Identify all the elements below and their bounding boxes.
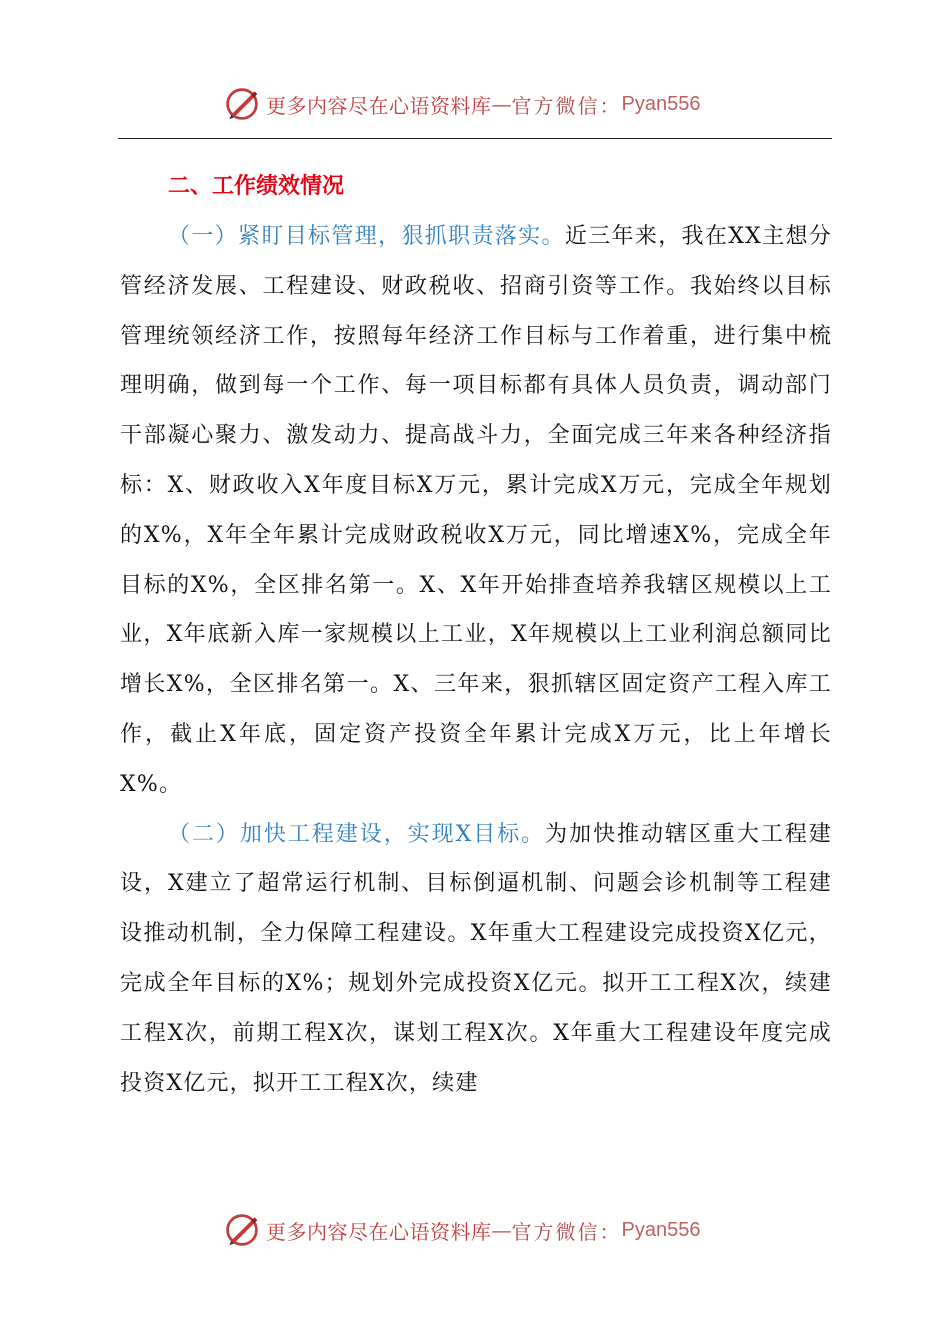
paragraph-subheading: （一）紧盯目标管理，狠抓职责落实。	[168, 224, 565, 249]
banner-site-text: 更多内容尽在心语资料库	[266, 1219, 492, 1244]
banner-site-text: 更多内容尽在心语资料库	[266, 93, 492, 118]
header-rule	[118, 138, 832, 139]
banner-separator: —	[491, 92, 512, 116]
banner-wechat-id: Pyan556	[621, 1218, 701, 1241]
paragraph	[120, 212, 832, 810]
footer-banner	[224, 1210, 700, 1250]
paragraph-body: 近三年来，我在XX主想分管经济发展、工程建设、财政税收、招商引资等工作。我始终以目标管理统领经济工作，按照每年经济工作目标与工作着重，进行集中梳理明确，做到每一个工作、每一项目标都有具体人员负责，调动部门干部凝心聚力、激发动力、提高战斗力，全面完成三年来各种经济指标：X、财政收入X年度目标X万元，累计完成X万元，完成全年规划的X%，X年全年累计完成财政税收X万元，同比增速X%，完成全年目标的X%，全区排名第一。X、X年开始排查培养我辖区规模以上工业，X年底新入库一家规模以上工业，X年规模以上工业利润总额同比增长X%，全区排名第一。X、三年来，狠抓辖区固定资产工程入库工作，截止X年底，固定资产投资全年累计完成X万元，比上年增长X%。	[120, 224, 832, 797]
pen-logo-icon	[224, 1212, 260, 1248]
paragraph-subheading: （二）加快工程建设，实现X目标。	[168, 821, 546, 847]
header-banner	[224, 84, 700, 124]
section-heading: 二、工作绩效情况	[168, 174, 345, 199]
banner-wechat-label: 官方微信：	[511, 1219, 622, 1244]
paragraph-body: 为加快推动辖区重大工程建设，X建立了超常运行机制、目标倒逼机制、问题会诊机制等工程建设推动机制，全力保障工程建设。X年重大工程建设完成投资X亿元，完成全年目标的X%；规划外完成投资X亿元。拟开工工程X次，续建工程X次，前期工程X次，谋划工程X次。X年重大工程建设年度完成投资X亿元，拟开工工程X次，续建	[120, 821, 832, 1096]
banner-wechat-id: Pyan556	[621, 92, 701, 115]
paragraph	[120, 810, 832, 1109]
banner-separator: —	[491, 1218, 512, 1242]
pen-logo-icon	[224, 86, 260, 122]
document-body	[120, 165, 832, 1108]
banner-wechat-label: 官方微信：	[511, 93, 622, 118]
